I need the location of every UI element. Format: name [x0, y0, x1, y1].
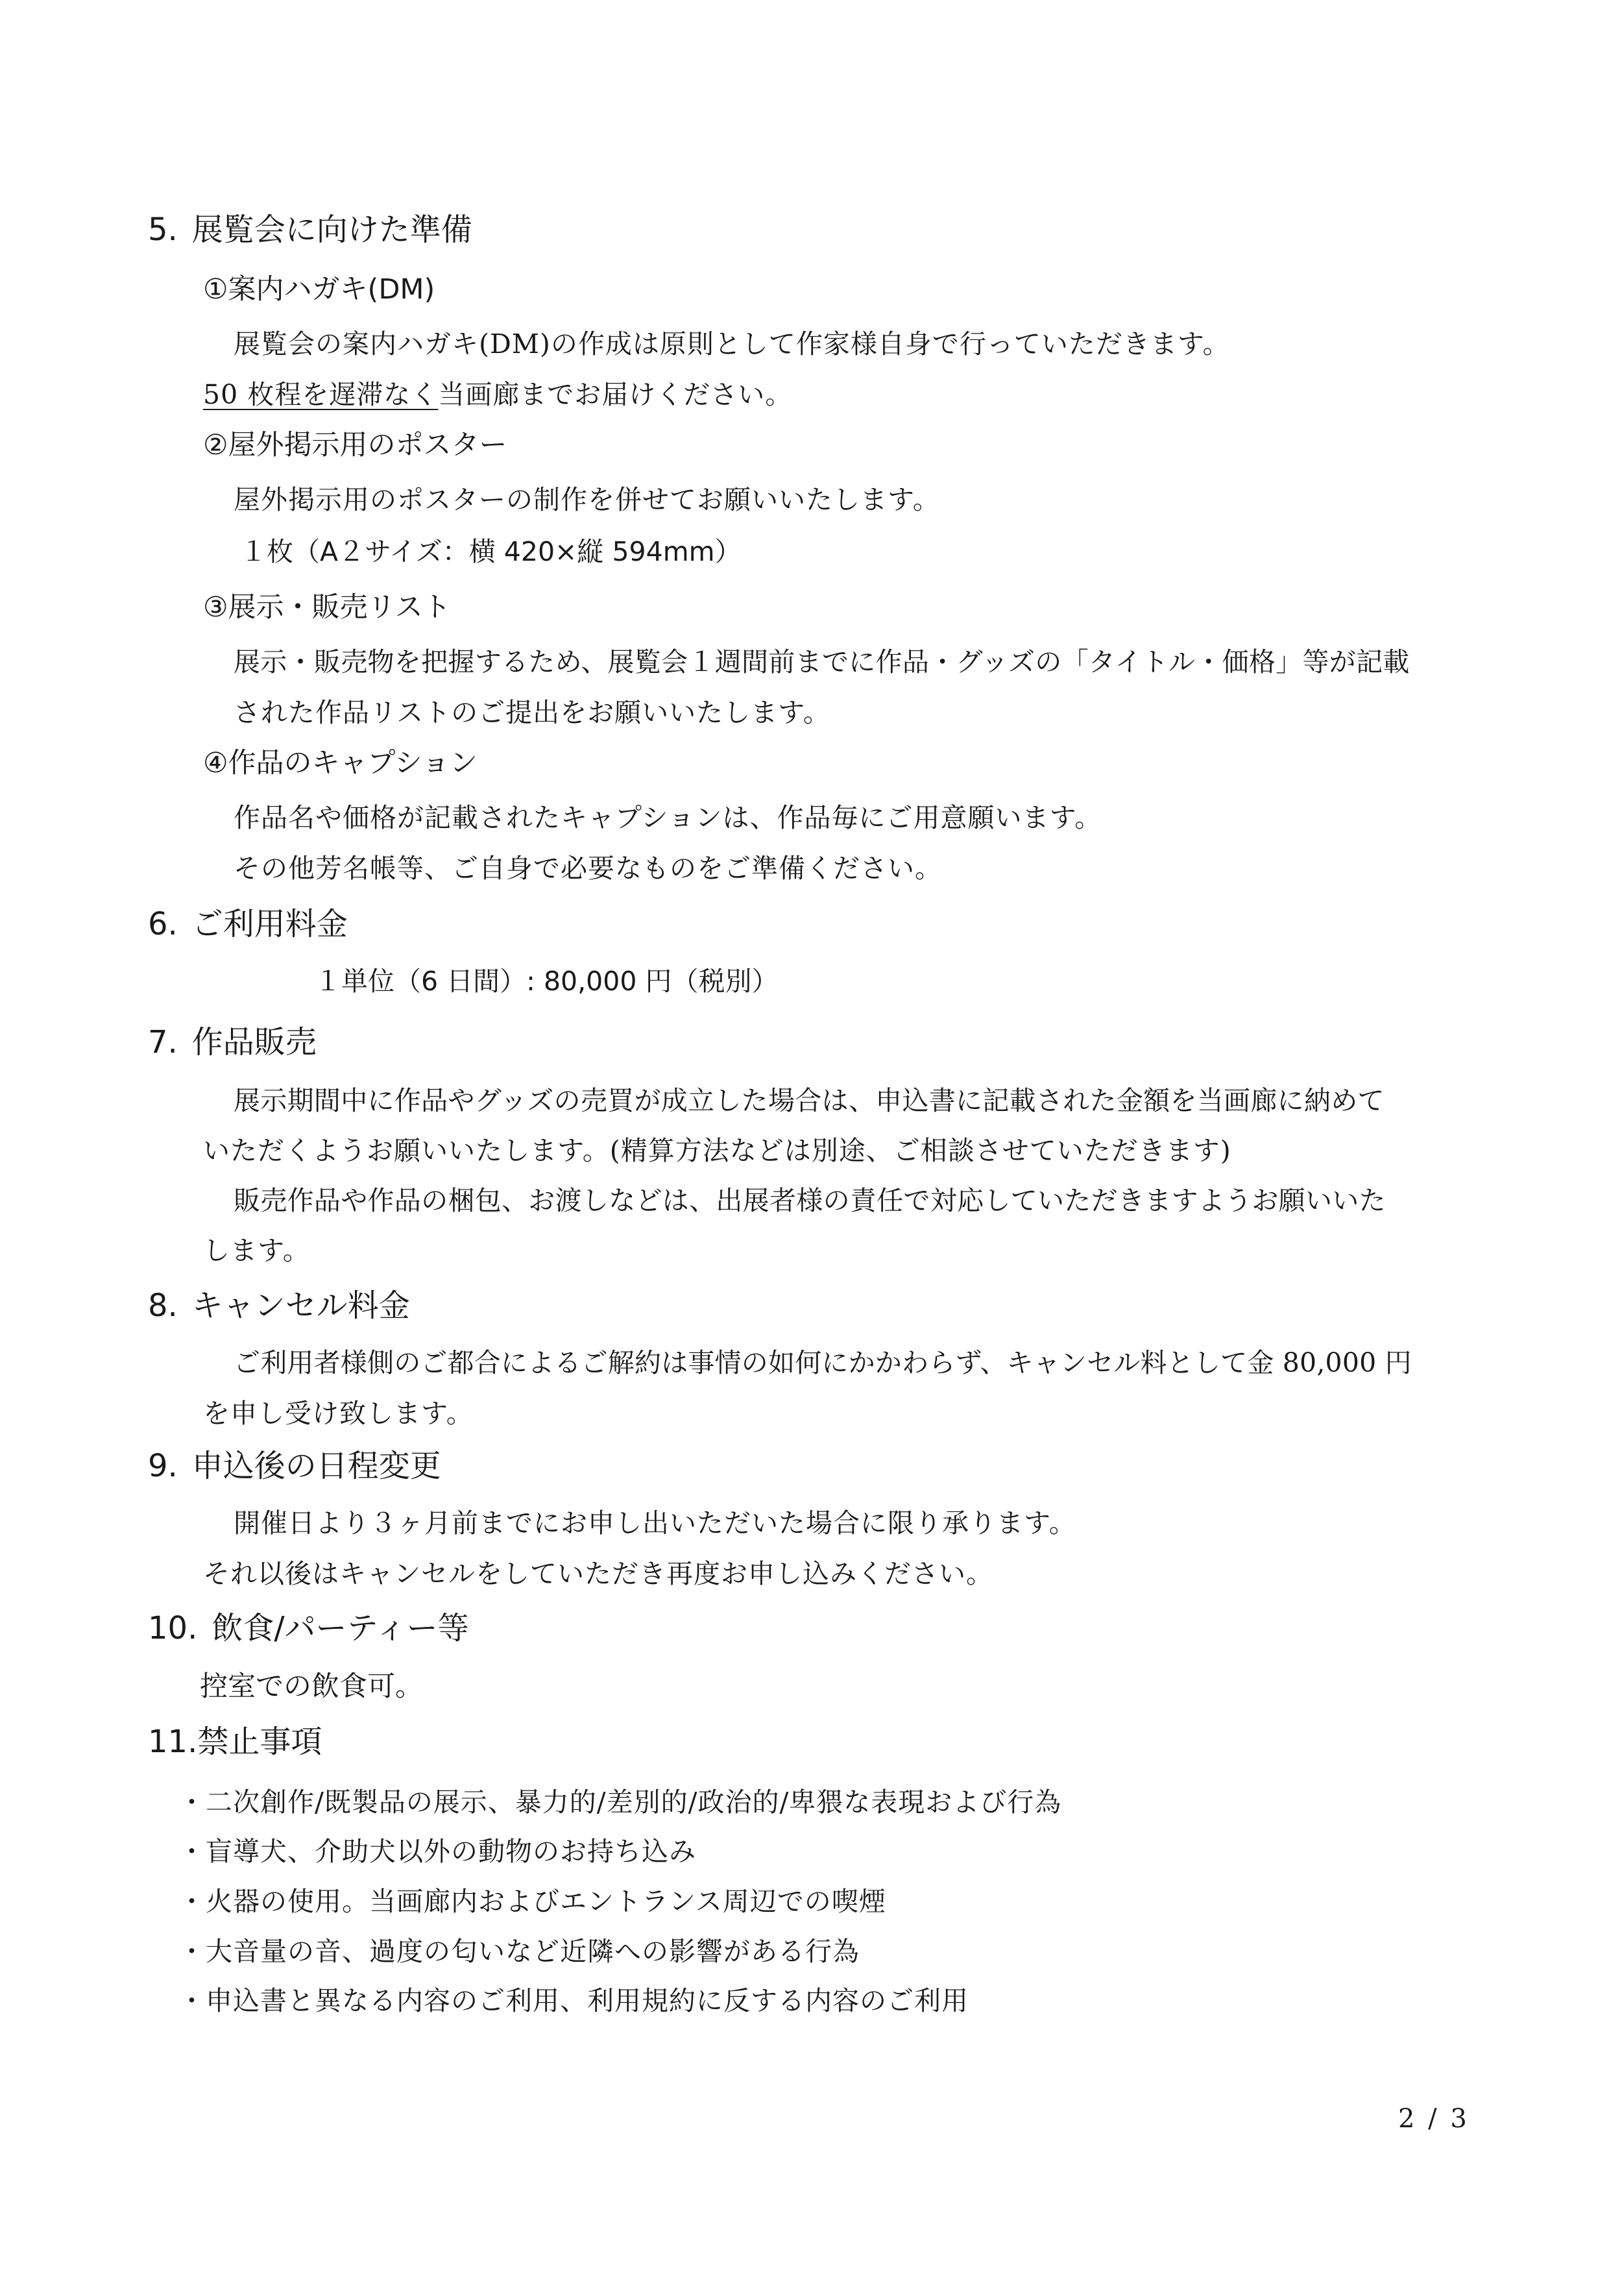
caption-paragraph-line: 作品名や価格が記載されたキャプションは、作品毎にご用意願います。 [234, 802, 1102, 833]
list-paragraph-line: された作品リストのご提出をお願いいたします。 [234, 697, 830, 728]
schedule-paragraph-line: 開催日より３ヶ月前までにお申し出いただいた場合に限り承ります。 [234, 1508, 1076, 1539]
list-subheading: ③展示・販売リスト [203, 591, 451, 624]
section-9-heading [148, 1450, 441, 1482]
section-number: 6. [148, 906, 178, 942]
section-10-heading [148, 1610, 469, 1646]
section-11-heading: 11.禁止事項 [148, 1724, 322, 1760]
sales-paragraph-line: 販売作品や作品の梱包、お渡しなどは、出展者様の責任で対応していただきますようお願いいた [234, 1185, 1386, 1216]
dm-subheading: ①案内ハガキ(DM) [203, 273, 435, 306]
text: 当画廊までお届けください。 [438, 379, 793, 410]
prohibited-item: ・申込書と異なる内容のご利用、利用規約に反する内容のご利用 [178, 1985, 969, 2016]
section-title: 作品販売 [191, 1024, 317, 1060]
cancel-paragraph-line: を申し受け致します。 [203, 1398, 474, 1429]
section-number: 5. [148, 212, 178, 248]
prohibited-item: ・二次創作/既製品の展示、暴力的/差別的/政治的/卑猥な表現および行為 [178, 1787, 1062, 1818]
cancel-paragraph-line: ご利用者様側のご都合によるご解約は事情の如何にかかわらず、キャンセル料として金 80,000 円 [234, 1347, 1412, 1378]
section-title: キャンセル料金 [191, 1288, 410, 1324]
food-line: 控室での飲食可。 [200, 1670, 423, 1703]
list-paragraph-line: 展示・販売物を把握するため、展覧会１週間前までに作品・グッズの「タイトル・価格」等が記載 [234, 646, 1410, 678]
section-title: ご利用料金 [191, 906, 348, 942]
sales-paragraph-line: いただくようお願いいたします。(精算方法などは別途、ご相談させていただきます) [203, 1135, 1231, 1166]
section-number: 8. [148, 1288, 178, 1324]
poster-paragraph-line: 屋外掲示用のポスターの制作を併せてお願いいたします。 [234, 484, 940, 515]
section-6-heading [148, 906, 348, 942]
section-number: 10. [148, 1610, 198, 1646]
section-title: 展覧会に向けた準備 [191, 212, 472, 248]
dm-paragraph-line [203, 379, 793, 410]
underlined-text: 50 枚程を遅滞なく [203, 379, 439, 410]
poster-size-line: １枚（A２サイズ：横 420×縦 594mm） [240, 536, 742, 567]
sales-paragraph-line: します。 [203, 1235, 310, 1266]
schedule-paragraph-line: それ以後はキャンセルをしていただき再度お申し込みください。 [203, 1558, 993, 1589]
section-title: 申込後の日程変更 [191, 1448, 441, 1484]
prohibited-item: ・大音量の音、過度の匂いなど近隣への影響がある行為 [178, 1936, 860, 1967]
fee-line: １単位（6 日間）: 80,000 円（税別） [315, 966, 779, 997]
sales-paragraph-line: 展示期間中に作品やグッズの売買が成立した場合は、申込書に記載された金額を当画廊に納めて [234, 1085, 1385, 1116]
prohibited-item: ・火器の使用。当画廊内およびエントランス周辺での喫煙 [178, 1886, 886, 1917]
caption-paragraph-line: その他芳名帳等、ご自身で必要なものをご準備ください。 [234, 853, 942, 884]
section-5-heading [148, 212, 472, 248]
section-title: 飲食/パーティー等 [212, 1610, 469, 1646]
caption-subheading: ④作品のキャプション [203, 747, 478, 779]
poster-subheading: ②屋外掲示用のポスター [203, 429, 507, 461]
section-8-heading [148, 1288, 410, 1324]
page-number: 2 / 3 [1398, 2104, 1470, 2134]
section-number: 7. [148, 1024, 178, 1060]
section-number: 9. [148, 1448, 178, 1484]
prohibited-item: ・盲導犬、介助犬以外の動物のお持ち込み [178, 1836, 696, 1867]
section-7-heading [148, 1024, 317, 1060]
dm-paragraph-line: 展覧会の案内ハガキ(DM)の作成は原則として作家様自身で行っていただきます。 [234, 328, 1230, 360]
